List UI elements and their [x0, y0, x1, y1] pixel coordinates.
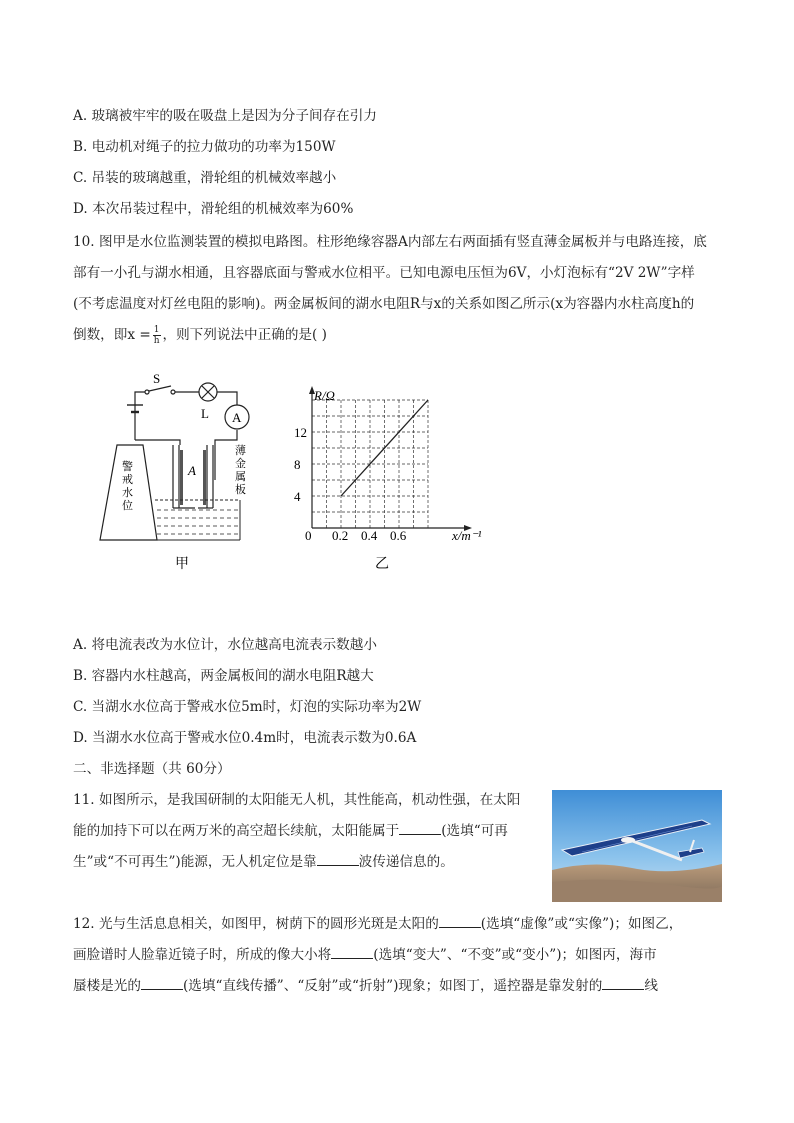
q12-line-1 — [73, 912, 682, 932]
label-warning-level: 警戒水位 — [122, 461, 133, 512]
q11-line-2a: 能的加持下可以在两万米的高空超长续航，太阳能属于 — [73, 823, 400, 839]
caption-jia: 甲 — [175, 557, 189, 572]
answer-blank[interactable] — [141, 977, 183, 990]
metal-plate-left — [180, 450, 183, 505]
q9-option-c: C. 吊装的玻璃越重，滑轮组的机械效率越小 — [73, 170, 337, 186]
chart-origin: 0 — [305, 528, 312, 543]
q10-option-b: B. 容器内水柱越高，两金属板间的湖水电阻R越大 — [73, 668, 374, 684]
q12-line-2a: 画脸谱时人脸靠近镜子时，所成的像大小将 — [73, 947, 332, 963]
wire-mid — [135, 440, 180, 445]
fraction — [153, 325, 161, 346]
section-2-heading: 二、非选择题（共 60分） — [73, 761, 231, 777]
q10-line-2: 部有一小孔与湖水相通，且容器底面与警戒水位相平。已知电源电压恒为6V，小灯泡标有“2V 2W”字样 — [73, 265, 695, 281]
q11-line-1: 11. 如图所示，是我国研制的太阳能无人机，其性能高，机动性强，在太阳 — [73, 792, 521, 808]
q10-option-d: D. 当湖水水位高于警戒水位0.4m时，电流表示数为0.6A — [73, 730, 417, 746]
chart-xlabel: x/m⁻¹ — [452, 528, 482, 543]
q10-option-c: C. 当湖水水位高于警戒水位5m时，灯泡的实际功率为2W — [73, 699, 422, 715]
wire-left — [135, 392, 145, 440]
label-switch-s: S — [153, 371, 161, 386]
q9-option-a: A. 玻璃被牢牢的吸在吸盘上是因为分子间存在引力 — [73, 108, 377, 124]
label-container-a: A — [188, 463, 196, 478]
q12-line-3b: (选填“直线传播”、“反射”或“折射”)现象；如图丁，遥控器是靠发射的 — [182, 978, 603, 994]
answer-blank[interactable] — [317, 853, 359, 866]
x-tick-label: 0.4 — [361, 528, 378, 543]
y-tick-label: 8 — [294, 457, 301, 472]
q10-line-4-prefix: 倒数，即x = — [73, 327, 151, 343]
label-lamp-l: L — [201, 406, 209, 421]
y-tick-label: 4 — [294, 489, 301, 504]
chart-ylabel: R/Ω — [314, 388, 335, 403]
q12-line-3a: 蜃楼是光的 — [73, 978, 141, 994]
wire-right — [215, 430, 237, 480]
x-tick-label: 0.6 — [390, 528, 407, 543]
answer-blank[interactable] — [439, 915, 481, 928]
q11-line-2b: (选填“可再 — [441, 823, 508, 839]
q10-line-1: 10. 图甲是水位监测装置的模拟电路图。柱形绝缘容器A内部左右两面插有竖直薄金属板并与电路连接，底 — [73, 234, 707, 250]
y-tick-label: 12 — [294, 425, 307, 440]
q10-line-4 — [73, 323, 327, 346]
lamp-icon — [199, 383, 217, 401]
q9-option-d: D. 本次吊装过程中，滑轮组的机械效率为60% — [73, 201, 354, 217]
caption-yi: 乙 — [375, 557, 389, 572]
q12-line-3c: 线 — [644, 978, 658, 994]
x-tick-label: 0.2 — [332, 528, 349, 543]
switch-icon — [145, 386, 175, 394]
q11-line-3a: 生”或“不可再生”)能源，无人机定位是靠 — [73, 854, 317, 870]
label-metal-plate: 薄金属板 — [235, 445, 246, 496]
q11-line-3 — [73, 850, 454, 870]
figure-yi-chart — [280, 380, 510, 580]
answer-blank[interactable] — [602, 977, 644, 990]
wire-top-2 — [217, 392, 237, 405]
solar-drone-image — [552, 790, 722, 902]
q12-line-1b: (选填“虚像”或“实像”)；如图乙， — [480, 916, 683, 932]
q12-line-1a: 12. 光与生活息息相关，如图甲，树荫下的圆形光斑是太阳的 — [73, 916, 439, 932]
label-ammeter-a: A — [232, 410, 242, 425]
q9-option-b: B. 电动机对绳子的拉力做功的功率为150W — [73, 139, 336, 155]
q11-line-3b: 波传递信息的。 — [358, 854, 454, 870]
water-region — [157, 510, 240, 534]
answer-blank[interactable] — [331, 946, 373, 959]
fraction-denominator: h — [153, 336, 160, 346]
q12-line-2b: (选填“变大”、“不变”或“变小”)；如图丙，海市 — [373, 947, 657, 963]
q11-line-2 — [73, 819, 508, 839]
q12-line-3 — [73, 974, 658, 994]
chart-axes — [309, 386, 472, 531]
fraction-numerator: 1 — [153, 325, 160, 335]
q12-line-2 — [73, 943, 657, 963]
q10-line-3: (不考虑温度对灯丝电阻的影响)。两金属板间的湖水电阻R与x的关系如图乙所示(x为容器内水柱高度h的 — [73, 296, 695, 312]
q10-option-a: A. 将电流表改为水位计，水位越高电流表示数越小 — [73, 637, 377, 653]
answer-blank[interactable] — [399, 822, 441, 835]
figure-jia-circuit — [95, 370, 255, 580]
q10-line-4-suffix: ，则下列说法中正确的是( ) — [162, 327, 327, 343]
metal-plate-right — [203, 450, 206, 505]
